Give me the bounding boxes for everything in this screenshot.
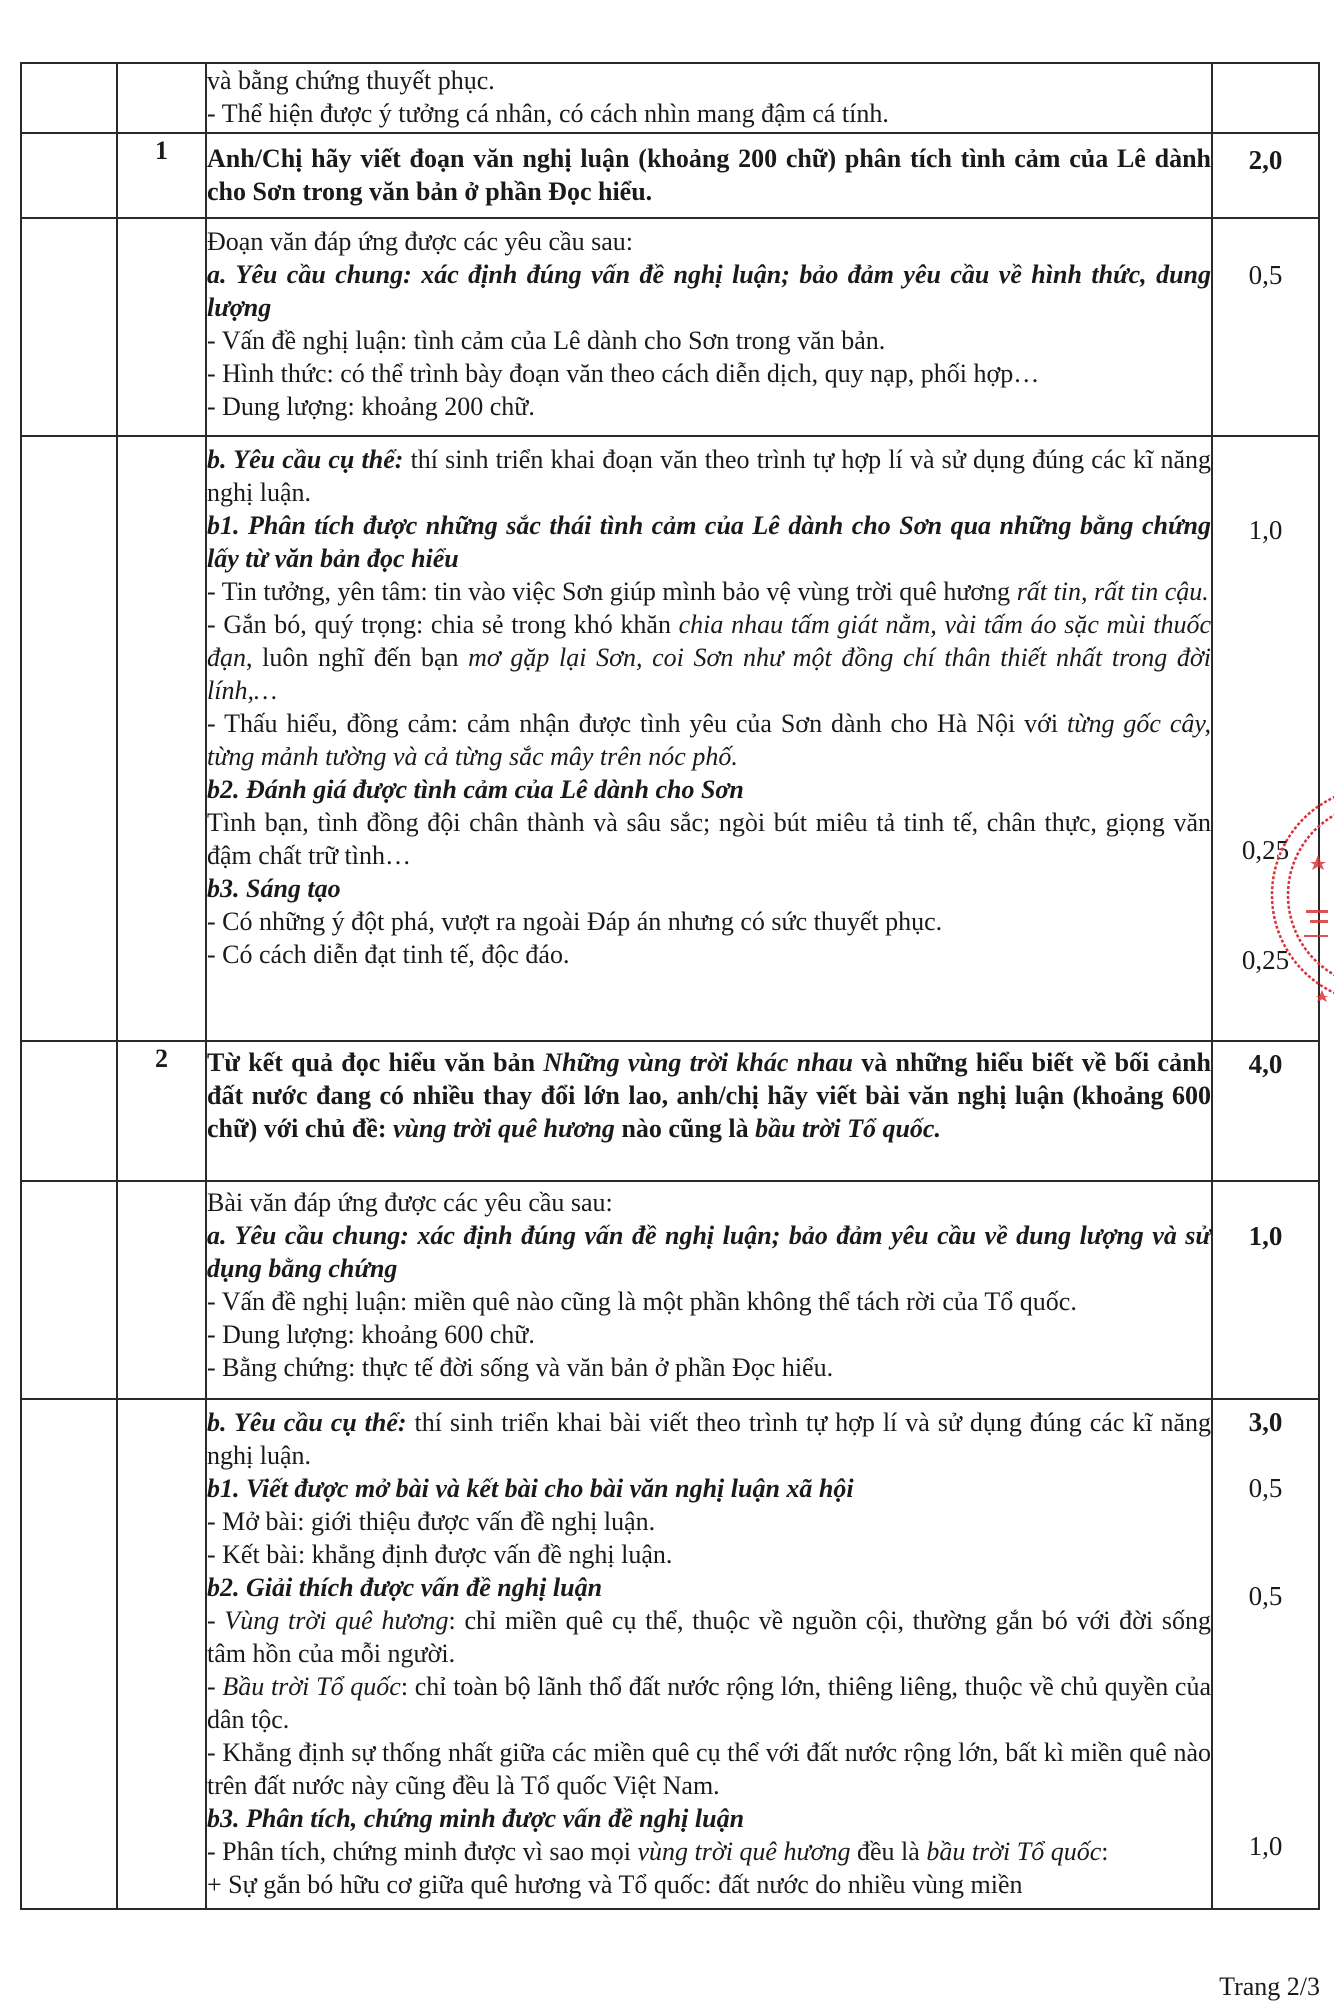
text-span: - Tin tưởng, yên tâm: tin vào việc Sơn giúp mình bảo vệ vùng trời quê hương xyxy=(207,577,1017,606)
red-seal-stamp-icon xyxy=(1270,760,1334,1030)
question-text xyxy=(206,1041,1212,1181)
text-span: bầu trời Tổ quốc xyxy=(926,1837,1102,1866)
text-span: thí sinh triển khai bài viết theo trình tự hợp lí và sử dụng đúng các kĩ năng nghị luận. xyxy=(207,1408,1212,1470)
text-span: - Gắn bó, quý trọng: chia sẻ trong khó khăn xyxy=(207,610,679,639)
text-line: - Dung lượng: khoảng 600 chữ. xyxy=(207,1320,535,1349)
text-span: đều là xyxy=(850,1837,927,1866)
text-line xyxy=(207,1835,1211,1868)
text-span: : chỉ toàn bộ lãnh thổ đất nước rộng lớn, thiêng liêng, thuộc về chủ quyền của dân tộc. xyxy=(207,1672,1212,1734)
table-row-question-2 xyxy=(21,1041,1319,1181)
text-span: từng gốc cây, từng mảnh tường và cả từng sắc mây trên nóc phố. xyxy=(207,709,1211,771)
table-row xyxy=(21,1181,1319,1399)
criteria-heading: b2. Đánh giá được tình cảm của Lê dành cho Sơn xyxy=(207,775,744,804)
criteria-heading: b3. Phân tích, chứng minh được vấn đề nghị luận xyxy=(207,1804,745,1833)
criteria-cell xyxy=(206,218,1212,436)
text-line xyxy=(207,1604,1211,1670)
text-span: - xyxy=(207,1672,223,1701)
text-line: - Kết bài: khẳng định được vấn đề nghị luận. xyxy=(207,1540,673,1569)
scoring-table xyxy=(20,62,1320,1910)
question-text: Anh/Chị hãy viết đoạn văn nghị luận (khoảng 200 chữ) phân tích tình cảm của Lê dành cho Sơn trong văn bản ở phần Đọc hiểu. xyxy=(206,133,1212,218)
text-line: - Có những ý đột phá, vượt ra ngoài Đáp án nhưng có sức thuyết phục. xyxy=(207,907,943,936)
criteria-heading: b3. Sáng tạo xyxy=(207,874,341,903)
text-line xyxy=(207,608,1211,707)
text-span: mơ gặp lại Sơn, coi Sơn như một đồng chí thân thiết nhất trong đời lính,… xyxy=(207,643,1211,705)
text-line: - Khẳng định sự thống nhất giữa các miền quê cụ thể với đất nước rộng lớn, bất kì miền quê nào trên đất nước này cũng đều là Tổ quốc Việt Nam. xyxy=(207,1738,1211,1800)
criteria-heading: b. Yêu cầu cụ thể: xyxy=(207,445,404,474)
text-line: và bằng chứng thuyết phục. xyxy=(207,66,495,95)
criteria-heading: b1. Phân tích được những sắc thái tình cảm của Lê dành cho Sơn qua những bằng chứng lấy từ văn bản đọc hiểu xyxy=(207,511,1211,573)
text-span: Vùng trời quê hương xyxy=(224,1606,449,1635)
text-line: + Sự gắn bó hữu cơ giữa quê hương và Tổ quốc: đất nước do nhiều vùng miền xyxy=(207,1870,1023,1899)
question-score: 2,0 xyxy=(1212,133,1319,218)
question-number: 2 xyxy=(117,1041,206,1181)
text-span: Những vùng trời khác nhau xyxy=(543,1048,853,1077)
score: 1,0 xyxy=(1248,1831,1283,1861)
criteria-heading: a. Yêu cầu chung: xác định đúng vấn đề nghị luận; bảo đảm yêu cầu về dung lượng và sử dụng bằng chứng xyxy=(207,1221,1211,1283)
text-line xyxy=(207,443,1211,509)
text-line: - Vấn đề nghị luận: miền quê nào cũng là một phần không thể tách rời của Tổ quốc. xyxy=(207,1287,1077,1316)
score: 0,5 xyxy=(1248,1473,1283,1503)
text-line xyxy=(207,707,1211,773)
page-footer: Trang 2/3 xyxy=(1219,1972,1320,2001)
score: 0,5 xyxy=(1248,1581,1283,1611)
criteria-heading: a. Yêu cầu chung: xác định đúng vấn đề nghị luận; bảo đảm yêu cầu về hình thức, dung lượng xyxy=(207,260,1211,322)
text-span: vùng trời quê hương xyxy=(393,1114,615,1143)
text-line xyxy=(207,1670,1211,1736)
text-line: - Có cách diễn đạt tinh tế, độc đáo. xyxy=(207,940,570,969)
text-span: - xyxy=(207,1606,225,1635)
criteria-cell xyxy=(206,63,1212,133)
question-score: 4,0 xyxy=(1212,1041,1319,1181)
text-span: : chỉ miền quê cụ thể, thuộc về nguồn cội, thường gắn bó với đời sống tâm hồn của mỗi người. xyxy=(207,1606,1211,1668)
text-line: - Bằng chứng: thực tế đời sống và văn bản ở phần Đọc hiểu. xyxy=(207,1353,834,1382)
text-span: chia nhau tấm giát nằm, vài tấm áo sặc mùi thuốc đạn xyxy=(207,610,1211,672)
text-span: Từ kết quả đọc hiểu văn bản xyxy=(207,1048,544,1077)
criteria-cell xyxy=(206,1181,1212,1399)
table-row xyxy=(21,218,1319,436)
table-row xyxy=(21,436,1319,1041)
table-row-question-1 xyxy=(21,133,1319,218)
text-line: - Vấn đề nghị luận: tình cảm của Lê dành cho Sơn trong văn bản. xyxy=(207,326,886,355)
score: 0,25 xyxy=(1241,835,1290,865)
score: 1,0 xyxy=(1248,1221,1283,1251)
text-span: - Thấu hiểu, đồng cảm: cảm nhận được tình yêu của Sơn dành cho Hà Nội với xyxy=(207,709,1068,738)
text-span: vùng trời quê hương xyxy=(637,1837,851,1866)
text-line xyxy=(207,1406,1211,1472)
text-span: , luôn nghĩ đến bạn xyxy=(246,643,469,672)
text-line: - Thể hiện được ý tưởng cá nhân, có cách nhìn mang đậm cá tính. xyxy=(207,99,889,128)
table-row xyxy=(21,1399,1319,1909)
text-line: Tình bạn, tình đồng đội chân thành và sâu sắc; ngòi bút miêu tả tinh tế, chân thực, giọng văn đậm chất trữ tình… xyxy=(207,808,1211,870)
text-span: rất tin, rất tin cậu. xyxy=(1016,577,1209,606)
criteria-heading: b2. Giải thích được vấn đề nghị luận xyxy=(207,1573,603,1602)
criteria-cell xyxy=(206,436,1212,1041)
question-number: 1 xyxy=(117,133,206,218)
score: 3,0 xyxy=(1248,1407,1283,1437)
criteria-heading: b1. Viết được mở bài và kết bài cho bài văn nghị luận xã hội xyxy=(207,1474,854,1503)
text-span: bầu trời Tổ quốc. xyxy=(755,1114,941,1143)
text-line: - Mở bài: giới thiệu được vấn đề nghị luận. xyxy=(207,1507,656,1536)
text-line: Đoạn văn đáp ứng được các yêu cầu sau: xyxy=(207,227,633,256)
text-line: - Dung lượng: khoảng 200 chữ. xyxy=(207,392,535,421)
text-line: - Hình thức: có thể trình bày đoạn văn theo cách diễn dịch, quy nạp, phối hợp… xyxy=(207,359,1040,388)
text-line xyxy=(207,575,1211,608)
score: 0,5 xyxy=(1248,260,1283,290)
table-row xyxy=(21,63,1319,133)
text-span: Bầu trời Tổ quốc xyxy=(222,1672,401,1701)
text-span: : xyxy=(1101,1837,1109,1866)
text-span: nào cũng là xyxy=(614,1114,756,1143)
score: 0,25 xyxy=(1241,945,1290,975)
criteria-cell xyxy=(206,1399,1212,1909)
text-span: - Phân tích, chứng minh được vì sao mọi xyxy=(207,1837,638,1866)
score: 1,0 xyxy=(1248,515,1283,545)
text-span: và những hiểu biết về bối cảnh đất nước đang có nhiều thay đổi lớn lao, anh/chị hãy viết bài văn nghị luận (khoảng 600 chữ) với chủ đề: xyxy=(207,1048,1211,1143)
text-span: thí sinh triển khai đoạn văn theo trình tự hợp lí và sử dụng đúng các kĩ năng nghị luận. xyxy=(207,445,1212,507)
text-line: Bài văn đáp ứng được các yêu cầu sau: xyxy=(207,1188,613,1217)
criteria-heading: b. Yêu cầu cụ thể: xyxy=(207,1408,407,1437)
